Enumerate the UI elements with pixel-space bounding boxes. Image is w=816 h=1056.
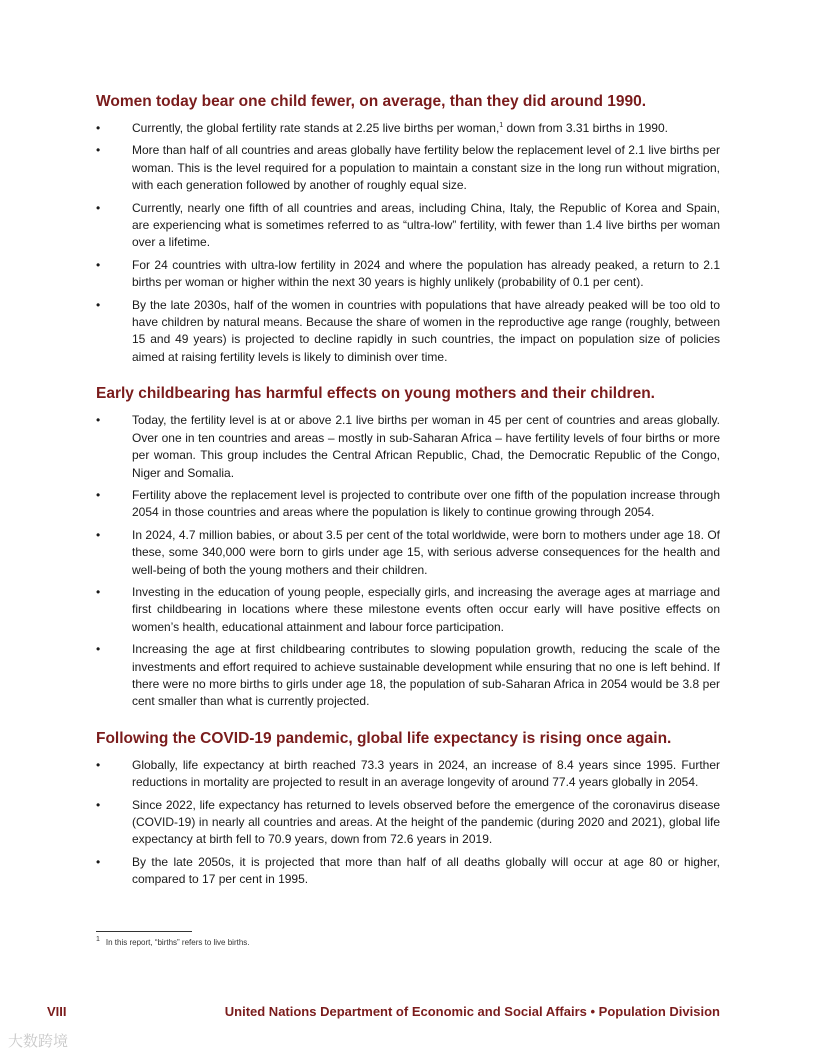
bullet-list: [96, 120, 720, 366]
list-item: • Globally, life expectancy at birth reached 73.3 years in 2024, an increase of 8.4 years since 1995. Further reductions in mortality are projected to result in an average longevity of around 77.4 years globally in 2054.: [96, 757, 720, 790]
bullet-list: [96, 412, 720, 711]
list-item: • Since 2022, life expectancy has returned to levels observed before the emergence of the coronavirus disease (COVID-19) in nearly all countries and areas. At the height of the pandemic (during 2020 and 2021), global life expectancy at birth fell to 70.9 years, down from 72.6 years in 2019.: [96, 797, 720, 847]
bullet-icon: •: [96, 143, 101, 158]
list-item: • More than half of all countries and areas globally have fertility below the replacement level of 2.1 live births per woman. This is the level required for a population to maintain a constant size in the long run without migration, with each generation followed by another of roughly equal size.: [96, 143, 720, 193]
bullet-icon: •: [96, 487, 101, 502]
bullet-icon: •: [96, 121, 101, 135]
footnote-text: In this report, “births” refers to live births.: [105, 938, 250, 947]
bullet-icon: •: [96, 584, 101, 599]
bullet-icon: •: [96, 527, 101, 542]
bullet-icon: •: [96, 642, 101, 657]
section-heading: Following the COVID-19 pandemic, global life expectancy is rising once again.: [96, 729, 672, 747]
list-item: • Increasing the age at first childbearing contributes to slowing population growth, reducing the scale of the investments and effort required to achieve sustainable development while ensuring that no one is left behind. If there were no more births to girls under age 18, the population of sub-Saharan Africa in 2054 would be 3.8 per cent smaller than what is currently projected.: [96, 642, 720, 709]
bullet-icon: •: [96, 200, 101, 215]
list-item: • Today, the fertility level is at or above 2.1 live births per woman in 45 per cent of countries and areas globally. Over one in ten countries and areas – mostly in sub-Saharan Africa – have fertility levels of four births or more per woman. This group includes the Central African Republic, Chad, the Democratic Republic of the Congo, Niger and Somalia.: [96, 413, 720, 480]
watermark: 大数跨境: [8, 1033, 69, 1050]
page-number: VIII: [47, 1004, 67, 1019]
list-item: • In 2024, 4.7 million babies, or about 3.5 per cent of the total worldwide, were born to mothers under age 18. Of these, some 340,000 were born to girls under age 15, with serious adverse consequences for the health and well-being of both the young mothers and their children.: [96, 527, 720, 577]
footnote-marker: 1: [96, 936, 100, 944]
bullet-icon: •: [96, 757, 101, 772]
list-item: • Currently, the global fertility rate stands at 2.25 live births per woman,$^1$ down from 3.31 births in 1990.: [96, 120, 720, 137]
list-item: • By the late 2030s, half of the women in countries with populations that have already peaked will be too old to have children by natural means. Because the share of women in the reproductive age range (roughly, between 15 and 49 years) is projected to decline rapidly in such countries, the impact on population size of policies aimed at raising fertility levels is likely to diminish over time.: [96, 297, 720, 364]
section-heading: Women today bear one child fewer, on average, than they did around 1990.: [96, 93, 647, 110]
section-heading: Early childbearing has harmful effects on young mothers and their children.: [96, 385, 655, 403]
footer-title: United Nations Department of Economic and Social Affairs • Population Division: [224, 1004, 720, 1019]
bullet-icon: •: [96, 854, 101, 869]
list-item: • By the late 2050s, it is projected that more than half of all deaths globally will occur at age 80 or higher, compared to 17 per cent in 1995.: [96, 854, 720, 887]
list-item: • Fertility above the replacement level is projected to contribute over one fifth of the population increase through 2054 in those countries and areas where the population is likely to continue growing through 2054.: [96, 487, 720, 520]
section-early-childbearing: [96, 384, 720, 711]
footnote-divider: [96, 931, 192, 932]
bullet-icon: •: [96, 413, 101, 428]
section-life-expectancy: [96, 729, 720, 889]
list-item: • Investing in the education of young people, especially girls, and increasing the average ages at marriage and first childbearing in locations where these milestone events often occur early will have positive effects on women’s health, educational attainment and labour force participation.: [96, 584, 720, 634]
list-item: • Currently, nearly one fifth of all countries and areas, including China, Italy, the Republic of Korea and Spain, are experiencing what is sometimes referred to as “ultra-low” fertility, with fewer than 1.4 live births per woman over a lifetime.: [96, 200, 720, 250]
list-item: • For 24 countries with ultra-low fertility in 2024 and where the population has already peaked, a return to 2.1 births per woman or higher within the next 30 years is highly unlikely (probability of 0.1 per cent).: [96, 257, 720, 290]
main-content: [96, 92, 720, 907]
footnote: [96, 938, 250, 947]
footnote-ref[interactable]: 1: [499, 122, 504, 129]
bullet-icon: •: [96, 257, 101, 272]
bullet-icon: •: [96, 797, 101, 812]
section-fertility: [96, 92, 720, 366]
bullet-list: [96, 757, 720, 889]
bullet-icon: •: [96, 297, 101, 312]
